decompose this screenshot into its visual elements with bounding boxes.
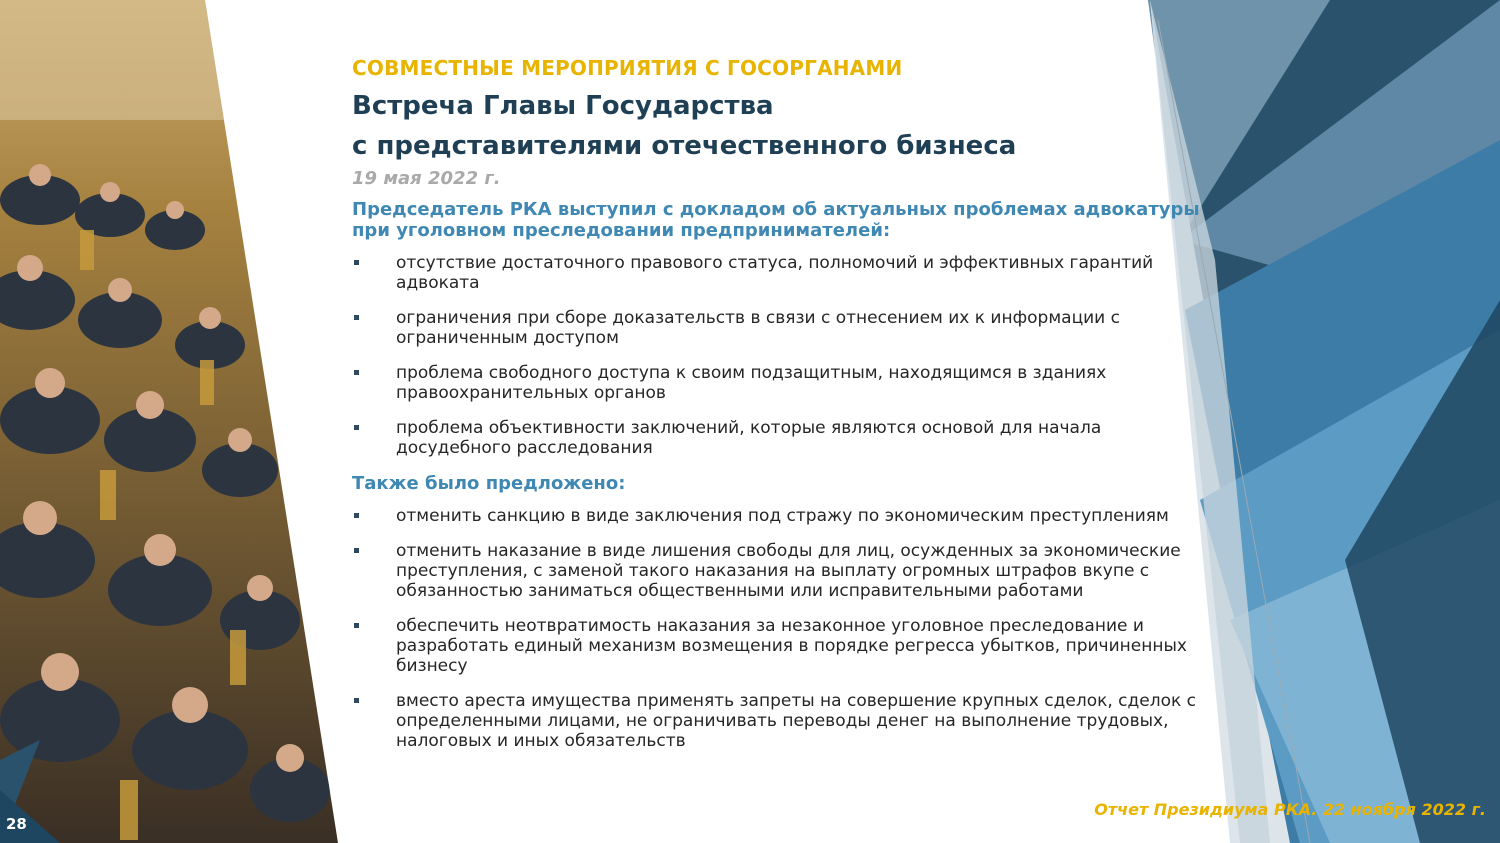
list-item [352,418,1212,458]
list-item [352,253,1212,293]
list-item [352,616,1212,676]
problems-list [352,253,1212,458]
list-item [352,308,1212,348]
intro-text: Председатель РКА выступил с докладом об актуальных проблемах адвокатуры при уголовном преследовании предпринимателей: [352,199,1200,241]
slide-title [352,86,1212,166]
slide-content [352,56,1212,766]
list-item [352,691,1212,751]
proposals-list [352,506,1212,751]
list-item-text: ограничения при сборе доказательств в связи с отнесением их к информации с ограниченным доступом [396,308,1120,348]
bullet-square-icon [354,315,359,320]
list-item-text: проблема объективности заключений, которые являются основой для начала досудебного расследования [396,418,1102,458]
list-item [352,363,1212,403]
list-item-text: отсутствие достаточного правового статуса, полномочий и эффективных гарантий адвоката [396,253,1154,293]
list-item-text: проблема свободного доступа к своим подзащитным, находящимся в зданиях правоохранительных органов [396,363,1107,403]
list-item [352,506,1212,526]
list-item-text: отменить санкцию в виде заключения под стражу по экономическим преступлениям [396,506,1169,526]
bullet-square-icon [354,370,359,375]
title-line-1: Встреча Главы Государства [352,91,774,121]
bullet-square-icon [354,548,359,553]
bullet-square-icon [354,623,359,628]
list-item [352,541,1212,601]
bullet-square-icon [354,260,359,265]
section-label: СОВМЕСТНЫЕ МЕРОПРИЯТИЯ С ГОСОРГАНАМИ [352,56,903,80]
bullet-square-icon [354,513,359,518]
proposals-heading: Также было предложено: [352,473,626,494]
bullet-square-icon [354,425,359,430]
bullet-square-icon [354,698,359,703]
list-item-text: вместо ареста имущества применять запреты на совершение крупных сделок, сделок с определенными лицами, не ограничивать переводы денег на выполнение трудовых, налоговых и иных обязательств [396,691,1197,751]
slide-footer: Отчет Президиума РКА. 22 ноября 2022 г. [1094,800,1486,819]
title-line-2: с представителями отечественного бизнеса [352,131,1017,161]
list-item-text: обеспечить неотвратимость наказания за незаконное уголовное преследование и разработать единый механизм возмещения в порядке регресса убытков, причиненных бизнесу [396,616,1187,676]
event-date: 19 мая 2022 г. [352,168,501,189]
page-number: 28 [6,815,27,833]
list-item-text: отменить наказание в виде лишения свободы для лиц, осужденных за экономические преступления, с заменой такого наказания на выплату огромных штрафов вкупе с обязанностью заниматься общественными или исправительными работами [396,541,1181,601]
